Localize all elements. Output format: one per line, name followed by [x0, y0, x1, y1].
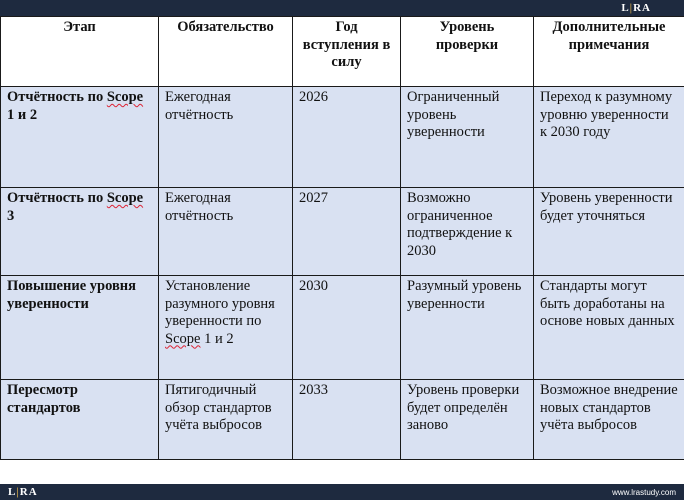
cell-notes: Возможное внедрение новых стандартов учёта выбросов — [534, 380, 684, 460]
cell-obligation: Ежегодная отчётность — [159, 188, 293, 276]
cell-stage: Отчётность по Scope 1 и 2 — [1, 87, 159, 188]
cell-assurance: Ограниченный уровень уверенности — [401, 87, 534, 188]
cell-notes: Уровень уверенности будет уточняться — [534, 188, 684, 276]
cell-stage: Пересмотр стандартов — [1, 380, 159, 460]
website-link[interactable]: www.lrastudy.com — [612, 487, 676, 497]
header-effective-year: Год вступления в силу — [293, 17, 401, 87]
table-row — [1, 87, 684, 188]
obligations-table — [0, 16, 684, 460]
cell-stage: Отчётность по Scope 3 — [1, 188, 159, 276]
obligations-table-container — [0, 16, 684, 460]
header-stage: Этап — [1, 17, 159, 87]
brand-logo — [621, 1, 676, 15]
table-row — [1, 188, 684, 276]
table-header-row — [1, 17, 684, 87]
cell-obligation: Установление разумного уровня уверенности по Scope 1 и 2 — [159, 276, 293, 380]
cell-notes: Переход к разумному уровню уверенности к 2030 году — [534, 87, 684, 188]
cell-year: 2027 — [293, 188, 401, 276]
footer-logo — [8, 485, 63, 499]
cell-stage: Повышение уровня уверенности — [1, 276, 159, 380]
cell-notes: Стандарты могут быть доработаны на основе новых данных — [534, 276, 684, 380]
footer-logo-mark: L|RA — [8, 486, 38, 498]
cell-year: 2030 — [293, 276, 401, 380]
header-assurance-level: Уровень проверки — [401, 17, 534, 87]
table-row — [1, 380, 684, 460]
cell-assurance: Уровень проверки будет определён заново — [401, 380, 534, 460]
cell-year: 2026 — [293, 87, 401, 188]
header-notes: Дополнительные примечания — [534, 17, 684, 87]
bottom-footer-bar — [0, 484, 684, 500]
top-header-bar — [0, 0, 684, 16]
cell-assurance: Возможно ограниченное подтверждение к 2030 — [401, 188, 534, 276]
cell-obligation: Пятигодичный обзор стандартов учёта выбросов — [159, 380, 293, 460]
table-row — [1, 276, 684, 380]
header-obligation: Обязательство — [159, 17, 293, 87]
cell-obligation: Ежегодная отчётность — [159, 87, 293, 188]
logo-mark: L|RA — [621, 2, 651, 14]
cell-assurance: Разумный уровень уверенности — [401, 276, 534, 380]
cell-year: 2033 — [293, 380, 401, 460]
